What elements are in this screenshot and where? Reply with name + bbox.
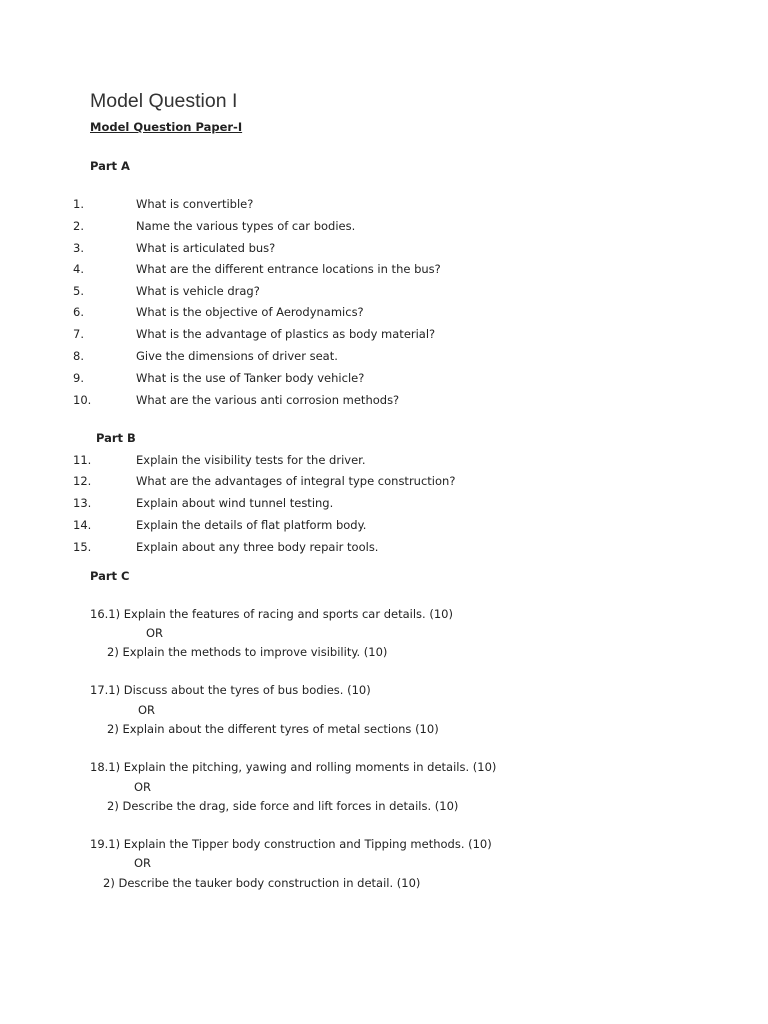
question-number: 2. (73, 219, 84, 233)
question-text: What are the advantages of integral type construction? (136, 474, 456, 488)
question-number: 12. (73, 474, 92, 488)
or-separator: OR (146, 626, 164, 640)
question-second-option: 2) Explain the methods to improve visibility. (10) (107, 645, 388, 659)
question-text: What is the advantage of plastics as body material? (136, 327, 436, 341)
page-title: Model Question I (90, 90, 238, 112)
part-a-heading: Part A (90, 159, 130, 173)
question-first-option: 18.1) Explain the pitching, yawing and rolling moments in details. (10) (90, 760, 497, 774)
question-text: What is convertible? (136, 197, 254, 211)
question-first-option: 19.1) Explain the Tipper body construction and Tipping methods. (10) (90, 837, 492, 851)
part-b-heading: Part B (96, 431, 136, 445)
question-first-option: 17.1) Discuss about the tyres of bus bodies. (10) (90, 683, 371, 697)
question-text: What are the different entrance locations in the bus? (136, 262, 441, 276)
question-text: What is the objective of Aerodynamics? (136, 305, 364, 319)
question-number: 8. (73, 349, 84, 363)
question-number: 11. (73, 453, 92, 467)
question-text: What is articulated bus? (136, 241, 276, 255)
question-number: 5. (73, 284, 84, 298)
question-text: Explain the details of flat platform body. (136, 518, 367, 532)
question-text: Name the various types of car bodies. (136, 219, 356, 233)
question-text: Explain about any three body repair tools. (136, 540, 379, 554)
question-number: 13. (73, 496, 92, 510)
question-second-option: 2) Explain about the different tyres of metal sections (10) (107, 722, 439, 736)
or-separator: OR (134, 856, 152, 870)
question-number: 15. (73, 540, 92, 554)
paper-subtitle: Model Question Paper-I (90, 120, 243, 134)
question-text: Give the dimensions of driver seat. (136, 349, 338, 363)
question-second-option: 2) Describe the drag, side force and lift forces in details. (10) (107, 799, 459, 813)
question-number: 1. (73, 197, 84, 211)
question-number: 14. (73, 518, 92, 532)
question-text: What is the use of Tanker body vehicle? (136, 371, 365, 385)
question-text: Explain the visibility tests for the driver. (136, 453, 366, 467)
question-number: 4. (73, 262, 84, 276)
question-second-option: 2) Describe the tauker body construction in detail. (10) (103, 876, 421, 890)
part-c-heading: Part C (90, 569, 130, 583)
question-text: What is vehicle drag? (136, 284, 260, 298)
question-text: What are the various anti corrosion methods? (136, 393, 400, 407)
question-number: 9. (73, 371, 84, 385)
question-text: Explain about wind tunnel testing. (136, 496, 334, 510)
question-number: 7. (73, 327, 84, 341)
or-separator: OR (138, 703, 156, 717)
question-number: 6. (73, 305, 84, 319)
question-first-option: 16.1) Explain the features of racing and sports car details. (10) (90, 607, 453, 621)
or-separator: OR (134, 780, 152, 794)
question-number: 3. (73, 241, 84, 255)
question-number: 10. (73, 393, 92, 407)
